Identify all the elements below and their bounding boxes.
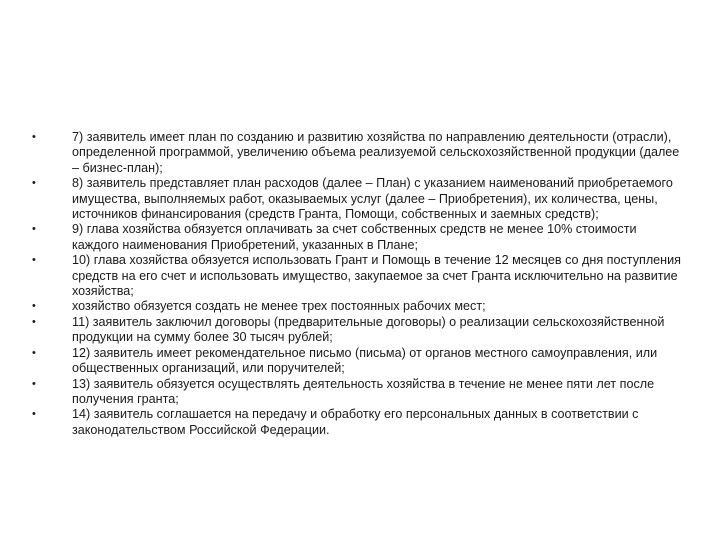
bullet-icon: •: [32, 177, 36, 190]
list-item-text: хозяйство обязуется создать не менее трех постоянных рабочих мест;: [72, 299, 486, 314]
list-item: [32, 299, 682, 314]
list-item-text: 11) заявитель заключил договоры (предварительные договоры) о реализации сельскохозяйственной продукции на сумму более 30 тысяч рублей;: [72, 314, 665, 345]
list-item-text: 14) заявитель соглашается на передачу и обработку его персональных данных в соответствии с законодательством Российской Федерации.: [72, 407, 639, 437]
list-item: [32, 377, 682, 408]
bullet-icon: •: [32, 377, 36, 390]
bullet-icon: •: [32, 346, 36, 359]
list-item: [32, 407, 682, 438]
list-item: [32, 176, 682, 222]
conditions-list: [32, 130, 682, 438]
list-item-text: 10) глава хозяйства обязуется использовать Грант и Помощь в течение 12 месяцев со дня поступления средств на его счет и использовать имущество, закупаемое за счет Гранта исключительно на развитие хозяйства;: [72, 253, 681, 299]
list-item-text: 8) заявитель представляет план расходов (далее – План) с указанием наименований приобретаемого имущества, выполняемых работ, оказываемых услуг (далее – Приобретения), их количества, цены, источников финансирования (средств Гранта, Помощи, собственных и заемных средств);: [72, 176, 673, 222]
bullet-icon: •: [32, 300, 36, 313]
list-item: [32, 253, 682, 299]
bullet-icon: •: [32, 254, 36, 267]
bullet-icon: •: [32, 131, 36, 143]
bullet-icon: •: [32, 408, 36, 421]
list-item: [32, 222, 682, 253]
list-item-text: 12) заявитель имеет рекомендательное письмо (письма) от органов местного самоуправления, или общественных организаций, или поручителей;: [72, 345, 658, 376]
list-item-text: 7) заявитель имеет план по созданию и развитию хозяйства по направлению деятельности (отрасли), определенной программой, увеличению объема реализуемой сельскохозяйственной продукции (далее – бизнес-план);: [72, 130, 680, 175]
list-item: [32, 346, 682, 377]
list-item: [32, 130, 682, 176]
list-item-text: 13) заявитель обязуется осуществлять деятельность хозяйства в течение не менее пяти лет после получения гранта;: [72, 376, 655, 406]
list-item-text: 9) глава хозяйства обязуется оплачивать за счет собственных средств не менее 10% стоимости каждого наименования Приобретений, указанных в Плане;: [72, 222, 637, 252]
bullet-icon: •: [32, 315, 36, 328]
list-item: [32, 315, 682, 346]
bullet-icon: •: [32, 223, 36, 236]
